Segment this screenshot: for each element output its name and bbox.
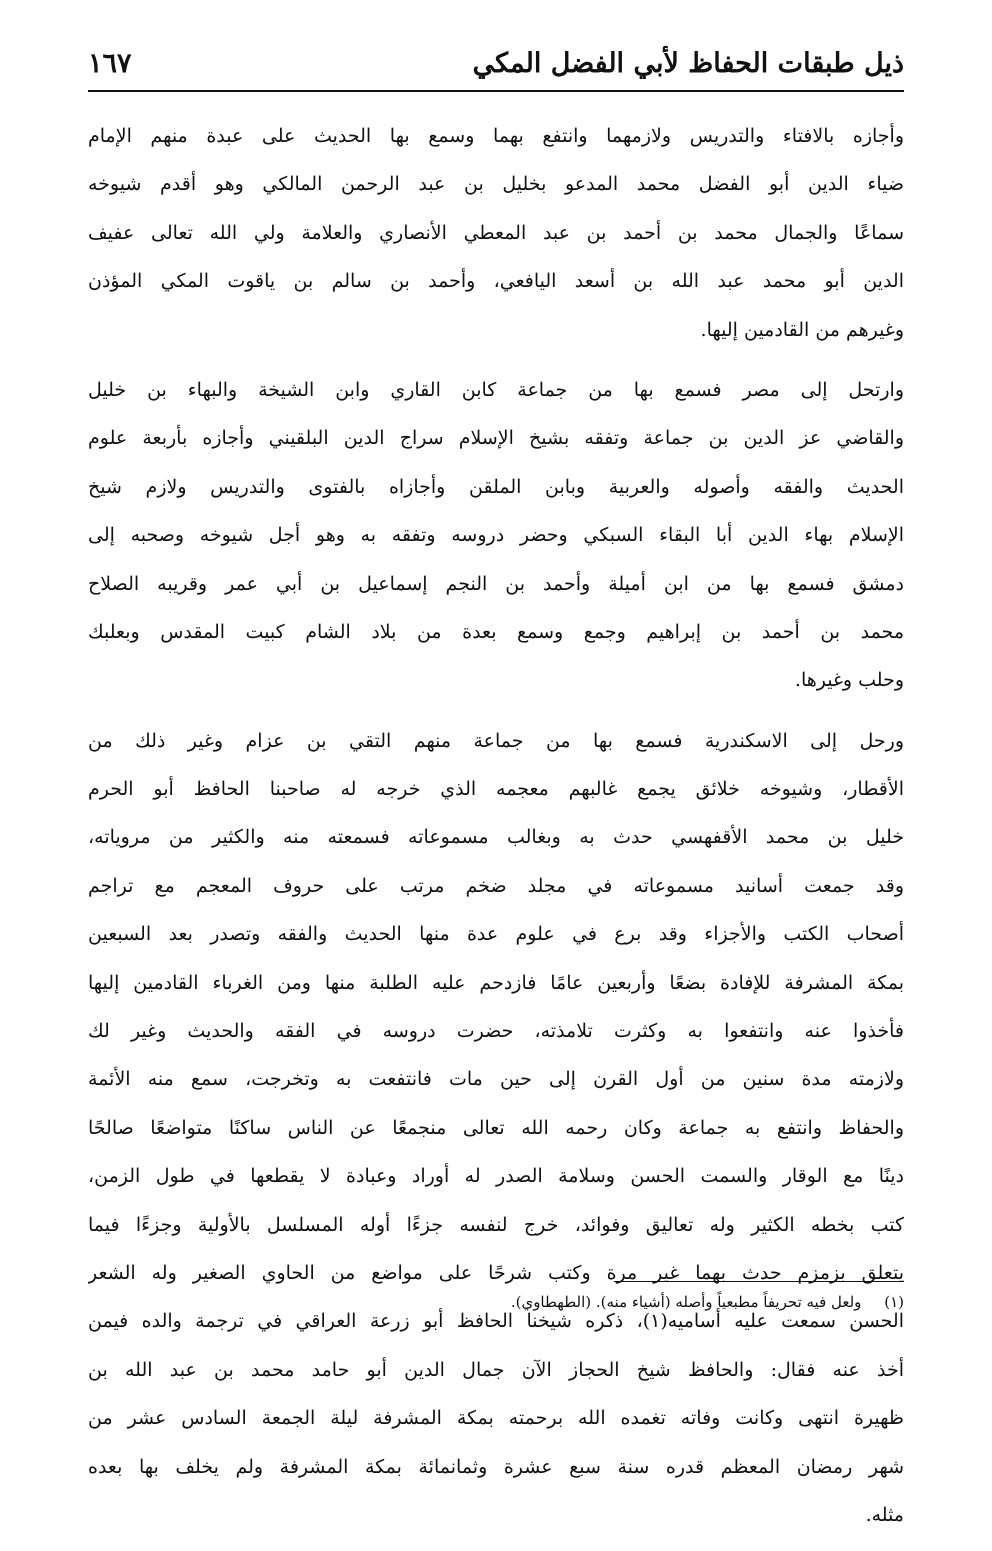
text-line: والقاضي عز الدين بن جماعة وتفقه بشيخ الإسلام سراج الدين البلقيني وأجازه بأربعة علوم <box>88 427 904 450</box>
running-title: ذيل طبقات الحفاظ لأبي الفضل المكي <box>472 48 904 79</box>
page-header <box>88 44 904 92</box>
text-line: الدين أبو محمد عبد الله بن أسعد اليافعي، وأحمد بن سالم بن ياقوت المكي المؤذن <box>88 270 904 293</box>
text-line: أخذ عنه فقال: والحافظ شيخ الحجاز الآن جمال الدين أبو حامد محمد بن عبد الله بن <box>88 1358 904 1381</box>
footnote-number: (١) <box>884 1293 904 1311</box>
text-line: خليل بن محمد الأقفهسي حدث به وبغالب مسموعاته فسمعته منه والكثير من مروياته، <box>88 826 904 849</box>
text-line: دينًا مع الوقار والسمت الحسن وسلامة الصدر له أوراد وعبادة لا يقطعها في طول الزمن، <box>88 1165 904 1188</box>
text-line: ضياء الدين أبو الفضل محمد المدعو بخليل بن عبد الرحمن المالكي وهو أقدم شيوخه <box>88 173 904 196</box>
text-line: ورحل إلى الاسكندرية فسمع بها من جماعة منهم التقي بن عزام وغير ذلك من <box>88 729 904 752</box>
text-line: فأخذوا عنه وانتفعوا به وكثرت تلامذته، حضرت دروسه في الفقه والحديث وغير لك <box>88 1020 904 1043</box>
text-line: يتعلق بزمزم حدث بهما غير مرة وكتب شرحًا على مواضع من الحاوي الصغير وله الشعر <box>88 1261 904 1284</box>
text-line: بمكة المشرفة للإفادة بضعًا وأربعين عامًا فازدحم عليه الطلبة منها ومن الغرباء القادمين إليها <box>88 971 904 994</box>
text-line: والحفاظ وانتفع به جماعة وكان رحمه الله تعالى منجمعًا عن الناس ساكنًا متواضعًا صالحًا <box>88 1116 904 1139</box>
text-line: مثله. <box>865 1503 904 1526</box>
paragraph <box>88 112 904 354</box>
text-line: دمشق فسمع بها من ابن أميلة وأحمد بن النجم إسماعيل بن أبي عمر وقريبه الصلاح <box>88 572 904 595</box>
text-line: وقد جمعت أسانيد مسموعاته في مجلد ضخم مرتب على حروف المعجم مع تراجم <box>88 874 904 897</box>
text-line: ظهيرة انتهى وكانت وفاته تغمده الله برحمته بمكة المشرفة ليلة الجمعة السادس عشر من <box>88 1407 904 1430</box>
text-line: شهر رمضان المعظم قدره سنة سبع عشرة وثمانمائة بمكة المشرفة ولم يخلف بها بعده <box>88 1455 904 1478</box>
text-line: الإسلام بهاء الدين أبا البقاء السبكي وحضر دروسه وتفقه به وهو أجل شيوخه وصحبه إلى <box>88 524 904 547</box>
page-number: ١٦٧ <box>88 48 132 79</box>
text-line: الحسن سمعت عليه أساميه(١)، ذكره شيخنا الحافظ أبو زرعة العراقي في ترجمة والده فيمن <box>88 1310 904 1333</box>
text-line: الأقطار، وشيوخه خلائق يجمع غالبهم معجمه الذي خرجه له صاحبنا الحافظ أبو الحرم <box>88 778 904 801</box>
text-line: وغيرهم من القادمين إليها. <box>700 318 904 341</box>
text-line: وحلب وغيرها. <box>794 669 904 692</box>
text-line: ولازمته مدة سنين من أول القرن إلى حين مات فانتفعت به وتخرجت، سمع منه الأئمة <box>88 1068 904 1091</box>
text-line: أصحاب الكتب والأجزاء وقد برع في علوم عدة منها الحديث والفقه وتصدر بعد السبعين <box>88 923 904 946</box>
main-text <box>88 112 904 1551</box>
footnote <box>304 1293 904 1311</box>
text-line: سماعًا والجمال محمد بن أحمد بن عبد المعطي الأنصاري والعلامة ولي الله تعالى عفيف <box>88 221 904 244</box>
text-line: كتب بخطه الكثير وله تعاليق وفوائد، خرج لنفسه جزءًا أوله المسلسل بالأولية وجزءًا فيما <box>88 1213 904 1236</box>
paragraph <box>88 717 904 1540</box>
text-line: وأجازه بالافتاء والتدريس ولازمهما وانتفع بهما وسمع بها الحديث على عبدة منهم الإمام <box>88 125 904 147</box>
footnote-text: ولعل فيه تحريفاً مطبعياً وأصله (أشياء منه). (الطهطاوي). <box>510 1293 862 1311</box>
text-line: وارتحل إلى مصر فسمع بها من جماعة كابن القاري وابن الشيخة والبهاء بن خليل <box>88 378 904 401</box>
text-line: الحديث والفقه وأصوله والعربية وبابن الملقن وأجازاه بالفتوى والتدريس ولازم شيخ <box>88 475 904 498</box>
footnote-separator <box>614 1281 904 1282</box>
paragraph <box>88 366 904 705</box>
text-line: محمد بن أحمد بن إبراهيم وجمع وسمع بعدة من بلاد الشام كبيت المقدس وبعلبك <box>88 620 904 643</box>
